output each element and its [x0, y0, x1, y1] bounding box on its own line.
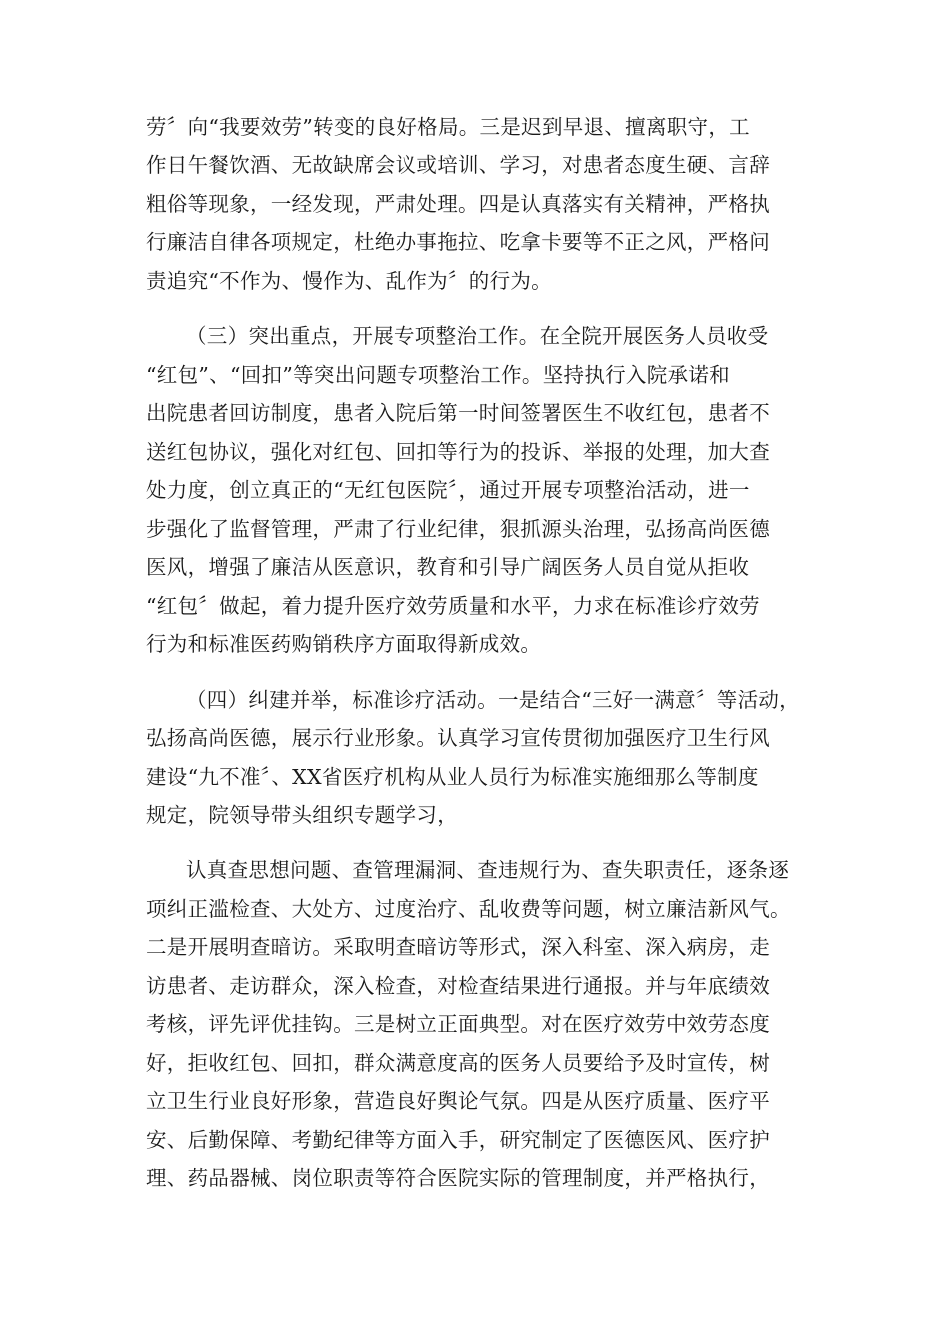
text-line: 二是开展明查暗访。采取明查暗访等形式，深入科室、深入病房，走: [146, 935, 770, 959]
text-line: 弘扬高尚医德，展示行业形象。认真学习宣传贯彻加强医疗卫生行风: [146, 726, 770, 750]
text-line: 考核，评先评优挂钩。三是树立正面典型。对在医疗效劳中效劳态度: [146, 1012, 770, 1036]
text-line: （四）纠建并举，标准诊疗活动。一是结合“三好一满意〞等活动，: [186, 688, 800, 712]
text-line: 理、药品器械、岗位职责等符合医院实际的管理制度，并严格执行，: [146, 1166, 770, 1190]
text-line: 送红包协议，强化对红包、回扣等行为的投诉、举报的处理，加大查: [146, 440, 770, 464]
text-line: 安、后勤保障、考勤纪律等方面入手，研究制定了医德医风、医疗护: [146, 1128, 770, 1152]
text-line: 访患者、走访群众，深入检查，对检查结果进行通报。并与年底绩效: [146, 974, 770, 998]
text-line: “红包〞做起，着力提升医疗效劳质量和水平，力求在标准诊疗效劳: [146, 594, 760, 618]
text-line: 立卫生行业良好形象，营造良好舆论气氛。四是从医疗质量、医疗平: [146, 1089, 770, 1113]
text-line: 规定，院领导带头组织专题学习，: [146, 803, 458, 827]
text-line: 行为和标准医药购销秩序方面取得新成效。: [146, 632, 542, 656]
text-line: 医风，增强了廉洁从医意识，教育和引导广阔医务人员自觉从拒收: [146, 555, 750, 579]
text-line: （三）突出重点，开展专项整治工作。在全院开展医务人员收受: [186, 324, 769, 348]
text-line: 处力度，创立真正的“无红包医院〞，通过开展专项整治活动，进一: [146, 478, 750, 502]
text-line: 行廉洁自律各项规定，杜绝办事拖拉、吃拿卡要等不正之风，严格问: [146, 230, 770, 254]
text-line: 步强化了监督管理，严肃了行业纪律，狠抓源头治理，弘扬高尚医德: [146, 517, 770, 541]
text-line: 作日午餐饮酒、无故缺席会议或培训、学习，对患者态度生硬、言辞: [146, 153, 770, 177]
text-line: “红包”、“回扣”等突出问题专项整治工作。坚持执行入院承诺和: [146, 363, 730, 387]
text-line: 好，拒收红包、回扣，群众满意度高的医务人员要给予及时宣传，树: [146, 1051, 770, 1075]
text-line: 责追究“不作为、慢作为、乱作为〞的行为。: [146, 269, 552, 293]
text-line: 项纠正滥检查、大处方、过度治疗、乱收费等问题，树立廉洁新风气。: [146, 897, 791, 921]
text-line: 劳〞向“我要效劳”转变的良好格局。三是迟到早退、擅离职守，工: [146, 115, 750, 139]
text-line: 出院患者回访制度，患者入院后第一时间签署医生不收红包，患者不: [146, 401, 770, 425]
text-line: 认真查思想问题、查管理漏洞、查违规行为、查失职责任，逐条逐: [186, 858, 790, 882]
text-line: 粗俗等现象，一经发现，严肃处理。四是认真落实有关精神，严格执: [146, 192, 770, 216]
text-line: 建设“九不准〞、XX省医疗机构从业人员行为标准实施细那么等制度: [146, 765, 759, 789]
